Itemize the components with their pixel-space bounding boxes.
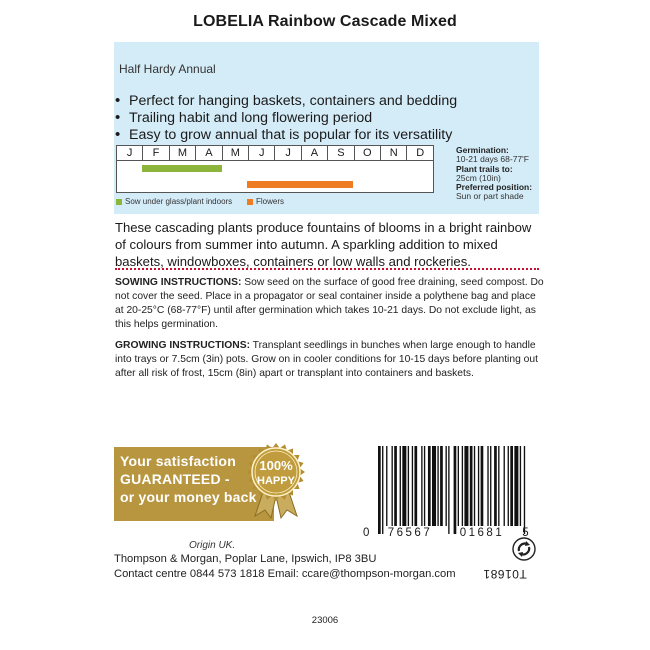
month-cell: F xyxy=(143,146,169,161)
barcode-bar xyxy=(400,446,401,526)
barcode-bar xyxy=(504,446,505,526)
barcode-bar xyxy=(421,446,422,526)
month-cell: J xyxy=(275,146,301,161)
guarantee-line-3: or your money back xyxy=(120,489,257,505)
legend-swatch-green xyxy=(116,199,122,205)
barcode-bar xyxy=(520,446,521,526)
barcode-bar xyxy=(474,446,475,526)
growing-instructions xyxy=(115,339,545,381)
dotted-divider xyxy=(115,268,539,270)
barcode-bar xyxy=(446,446,447,526)
month-cell: J xyxy=(117,146,143,161)
trails-label: Plant trails to: xyxy=(456,163,513,174)
barcode-icon xyxy=(364,446,536,538)
barcode-bar xyxy=(508,446,509,526)
barcode-bar xyxy=(428,446,431,526)
barcode-first: 0 xyxy=(363,527,370,539)
happy-seal-icon xyxy=(245,440,307,520)
guarantee-line-2: GUARANTEED - xyxy=(120,471,230,487)
legend-flower xyxy=(247,197,284,206)
barcode-bar xyxy=(392,446,393,526)
address: Thompson & Morgan, Poplar Lane, Ipswich, IP8 3BU xyxy=(114,553,377,565)
flower-period-bar xyxy=(247,181,353,188)
barcode-bar xyxy=(494,446,497,526)
month-cell: D xyxy=(407,146,434,161)
barcode-bar xyxy=(498,446,499,526)
barcode-bar xyxy=(386,446,387,526)
guarantee-line-1: Your satisfaction xyxy=(120,453,236,469)
barcode-bar xyxy=(440,446,443,526)
barcode-bar xyxy=(490,446,491,526)
sowing-heading: SOWING INSTRUCTIONS: xyxy=(115,277,242,288)
barcode-bar xyxy=(378,446,381,534)
barcode-bar xyxy=(464,446,468,526)
contact: Contact centre 0844 573 1818 Email: ccare@thompson-morgan.com xyxy=(114,568,456,580)
seal-top-text: 100% xyxy=(259,458,293,473)
barcode-bar xyxy=(454,446,457,534)
barcode-bar xyxy=(458,446,459,526)
germination-value: 10-21 days 68-77'F xyxy=(456,154,529,165)
sowing-instructions xyxy=(115,276,545,332)
product-code: T01681 xyxy=(483,567,527,581)
barcode-bar xyxy=(382,446,383,534)
barcode-bar xyxy=(470,446,473,526)
barcode-bar xyxy=(448,446,449,534)
feature-list xyxy=(115,93,457,144)
barcode-bar xyxy=(412,446,413,526)
month-cell: S xyxy=(328,146,354,161)
seal-bottom-text: HAPPY xyxy=(257,475,295,487)
barcode-bar xyxy=(478,446,479,526)
page-title: LOBELIA Rainbow Cascade Mixed xyxy=(193,13,457,30)
growing-text: Transplant seedlings in bunches when large enough to handle into trays or 7.5cm (3in) pots. Grow on in cooler conditions for 10-15 days before planting out after all risk of frost, 15cm (8in) apart or transplant into containers and baskets. xyxy=(115,340,538,379)
calendar-months xyxy=(116,145,434,161)
recycle-icon xyxy=(512,537,536,561)
feature-item: • Trailing habit and long flowering period xyxy=(115,110,457,127)
legend-sow xyxy=(116,197,232,206)
plant-type: Half Hardy Annual xyxy=(119,62,216,76)
barcode-left: 76567 xyxy=(387,527,433,539)
month-cell: J xyxy=(249,146,275,161)
feature-item: • Perfect for hanging baskets, containers and bedding xyxy=(115,93,457,110)
barcode-bar xyxy=(408,446,409,526)
barcode-bar xyxy=(432,446,436,526)
bottom-number: 23006 xyxy=(311,615,339,626)
growing-heading: GROWING INSTRUCTIONS: xyxy=(115,340,250,351)
barcode-bar xyxy=(394,446,397,526)
position-label: Preferred position: xyxy=(456,182,533,193)
barcode-last: 5 xyxy=(522,527,529,539)
legend-flower-label: Flowers xyxy=(256,197,285,206)
month-cell: N xyxy=(381,146,407,161)
sow-period-bar xyxy=(142,165,222,172)
barcode-bar xyxy=(514,446,518,526)
barcode-bar xyxy=(424,446,425,526)
month-cell: A xyxy=(301,146,327,161)
growing-info xyxy=(456,146,546,202)
barcode-right: 01681 xyxy=(459,527,505,539)
barcode-bar xyxy=(462,446,463,526)
legend-swatch-orange xyxy=(247,199,253,205)
month-cell: M xyxy=(169,146,196,161)
month-cell: A xyxy=(196,146,222,161)
feature-item: • Easy to grow annual that is popular for its versatility xyxy=(115,127,457,144)
barcode-bar xyxy=(414,446,417,526)
legend-sow-label: Sow under glass/plant indoors xyxy=(125,197,233,206)
origin: Origin UK. xyxy=(189,540,236,551)
month-cell: O xyxy=(354,146,380,161)
germination-label: Germination: xyxy=(456,145,509,155)
sowing-text: Sow seed on the surface of good free draining, seed compost. Do not cover the seed. Place in a propagator or seal container inside a polythene bag and place at 20-25°C (68-77°F) until after germination which takes 10-21 days. Do not exclude light, as this helps germination. xyxy=(115,277,544,330)
barcode-bar xyxy=(510,446,513,526)
position-value: Sun or part shade xyxy=(456,191,524,202)
barcode-bar xyxy=(487,446,488,526)
barcode-bar xyxy=(402,446,406,526)
barcode-bar xyxy=(437,446,438,526)
trails-value: 25cm (10in) xyxy=(456,172,501,183)
barcode-bar xyxy=(481,446,484,526)
month-cell: M xyxy=(222,146,249,161)
barcode-bar xyxy=(524,446,525,534)
description: These cascading plants produce fountains of blooms in a bright rainbow of colours from summer into autumn. A sparkling addition to mixed baskets, windowboxes, containers or low walls and rockeries. xyxy=(115,220,532,269)
